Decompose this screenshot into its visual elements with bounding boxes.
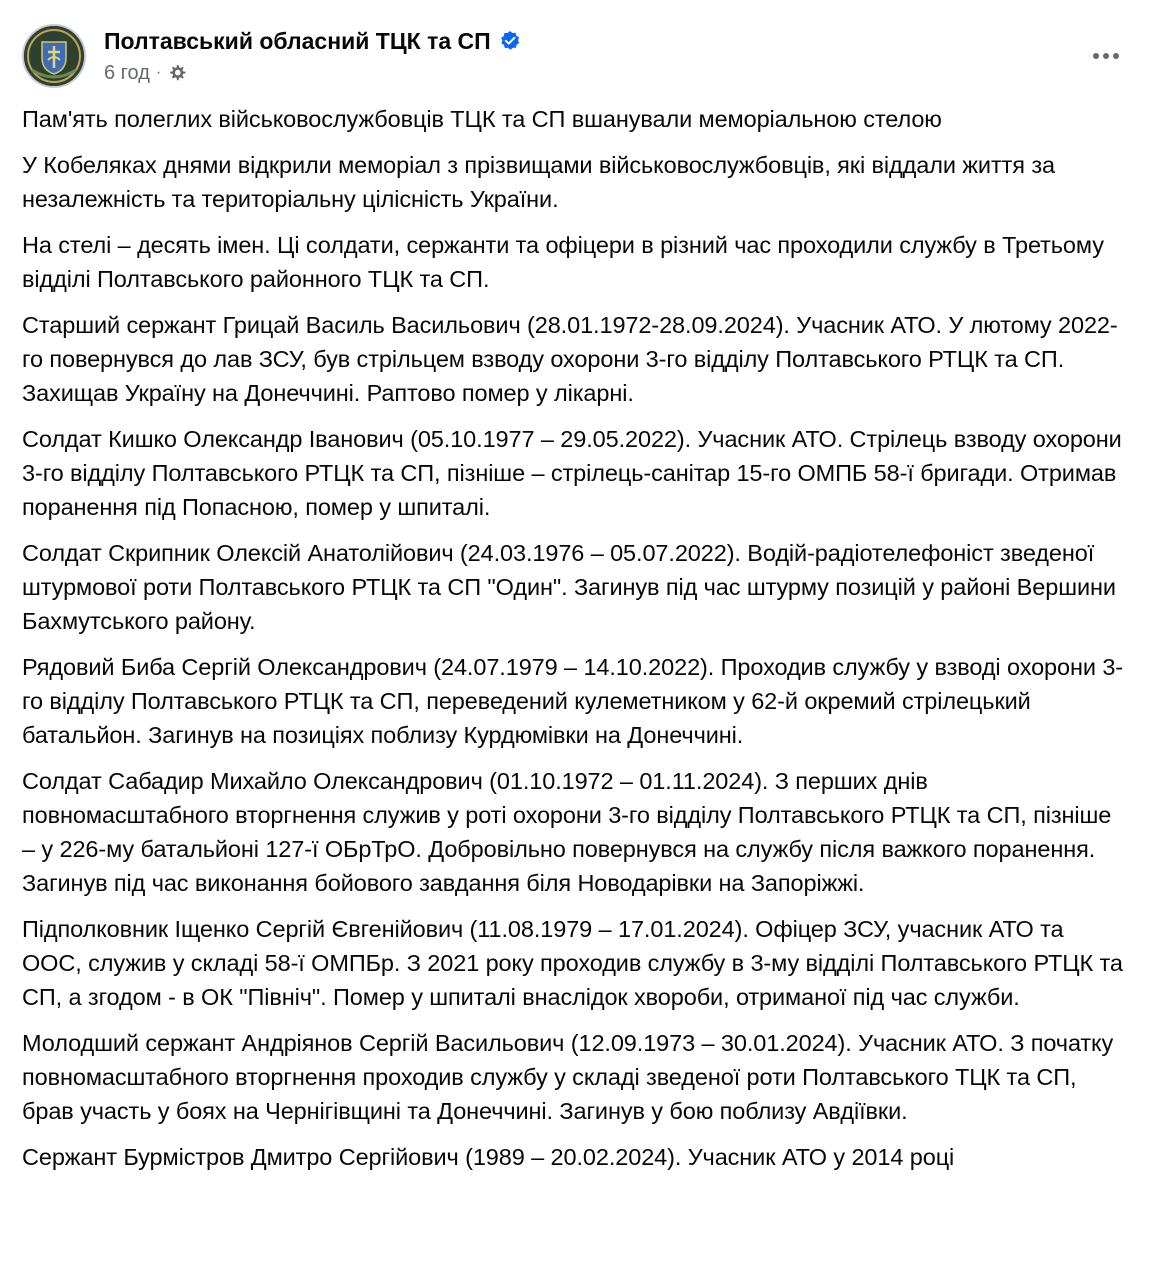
post-paragraph: Солдат Скрипник Олексій Анатолійович (24.03.1976 – 05.07.2022). Водій-радіотелефоніст зведеної штурмової роти Полтавського РТЦК та СП "Один". Загинув під час штурму позицій у районі Вершини Бахмутського району. [22,540,1116,634]
post-paragraph: Молодший сержант Андріянов Сергій Васильович (12.09.1973 – 30.01.2024). Учасник АТО. З початку повномасштабного вторгнення проходив службу у складі зведеної роти Полтавського ТЦК та СП, брав участь у боях на Чернігівщині та Донеччині. Загинув у бою поблизу Авдіївки. [22,1030,1114,1124]
verified-badge-icon [499,30,521,52]
coat-of-arms-icon [24,26,84,86]
meta-separator: · [155,64,162,81]
page-name-row [104,26,521,56]
post-header [22,24,1128,94]
post-text [22,102,1128,1186]
post-meta [104,61,187,85]
more-options-button[interactable] [1084,34,1128,78]
post-paragraph: Рядовий Биба Сергій Олександрович (24.07.1979 – 14.10.2022). Проходив службу у взводі охорони 3-го відділу Полтавського РТЦК та СП, переведений кулеметником у 62-й окремий стрілецький батальйон. Загинув на позиціях поблизу Курдюмівки на Донеччині. [22,654,1124,748]
post-paragraph: Сержант Бурмістров Дмитро Сергійович (1989 – 20.02.2024). Учасник АТО у 2014 році [22,1144,955,1170]
more-options-icon [1092,47,1120,65]
post-paragraph: Солдат Сабадир Михайло Олександрович (01.10.1972 – 01.11.2024). З перших днів повномасштабного вторгнення служив у роті охорони 3-го відділу Полтавського РТЦК та СП, пізніше – у 226-му батальйоні 127-ї ОБрТрО. Добровільно повернувся на службу після важкого поранення. Загинув під час виконання бойового завдання біля Новодарівки на Запоріжжі. [22,768,1112,896]
post-paragraph-headline: Пам'ять полеглих військовослужбовців ТЦК та СП вшанували меморіальною стелою [22,106,942,132]
page-name-link[interactable]: Полтавський обласний ТЦК та СП [104,27,491,54]
post-paragraph: На стелі – десять імен. Ці солдати, сержанти та офіцери в різний час проходили службу в Третьому відділі Полтавського районного ТЦК та СП. [22,232,1104,292]
post-paragraph: Солдат Кишко Олександр Іванович (05.10.1977 – 29.05.2022). Учасник АТО. Стрілець взводу охорони 3-го відділу Полтавського РТЦК та СП, пізніше – стрілець-санітар 15-го ОМПБ 58-ї бригади. Отримав поранення під Попасною, помер у шпиталі. [22,426,1122,520]
page-avatar[interactable] [22,24,86,88]
post-timestamp[interactable]: 6 год [104,61,150,84]
post-paragraph: Старший сержант Грицай Василь Васильович (28.01.1972-28.09.2024). Учасник АТО. У лютому 2022-го повернувся до лав ЗСУ, був стрільцем взводу охорони 3-го відділу Полтавського РТЦК та СП. Захищав Україну на Донеччині. Раптово помер у лікарні. [22,312,1118,406]
post-paragraph: Підполковник Іщенко Сергій Євгенійович (11.08.1979 – 17.01.2024). Офіцер ЗСУ, учасник АТО та ООС, служив у складі 58-ї ОМПБр. З 2021 року проходив службу в 3-му відділі Полтавського РТЦК та СП, а згодом - в ОК "Північ". Помер у шпиталі внаслідок хвороби, отриманої під час служби. [22,916,1123,1010]
gear-icon[interactable] [167,63,187,83]
post-paragraph: У Кобеляках днями відкрили меморіал з прізвищами військовослужбовців, які віддали життя за незалежність та територіальну цілісність України. [22,152,1055,212]
